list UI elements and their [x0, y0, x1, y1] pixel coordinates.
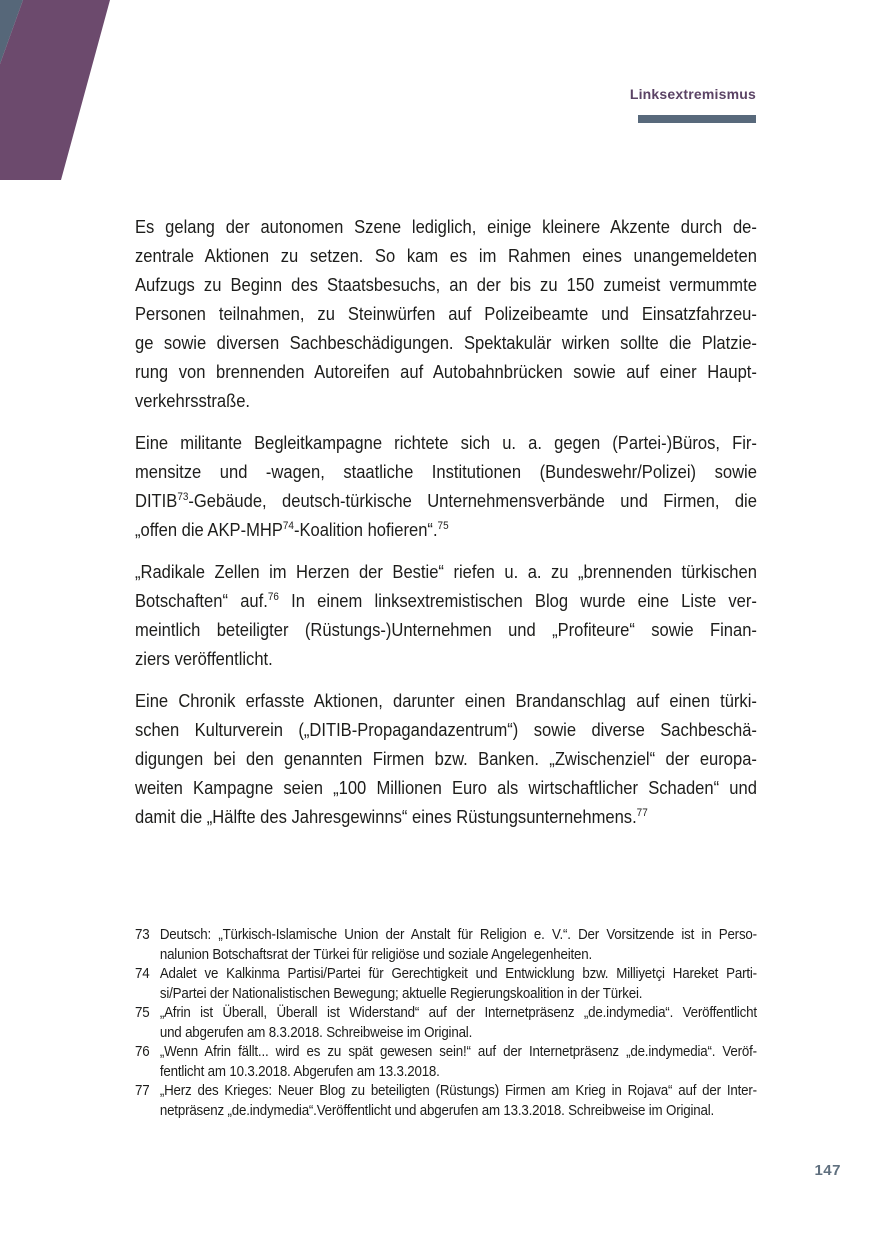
content-column [135, 213, 757, 1121]
text-line: rung von brennenden Autoreifen auf Autobahnbrücken sowie auf einer Haupt- [135, 362, 757, 382]
page-number: 147 [814, 1162, 841, 1179]
text-line: ziers veröffentlicht. [135, 649, 273, 669]
footnote [135, 1043, 757, 1082]
footnote-line: fentlicht am 10.3.2018. Abgerufen am 13.3.2018. [159, 1063, 440, 1080]
footnote-line: „Wenn Afrin fällt... wird es zu spät gewesen sein!“ auf der Internetpräsenz „de.indymedia“. Veröf- [159, 1044, 757, 1060]
chapter-header-rule [638, 115, 756, 123]
footnotes-section [135, 926, 757, 1121]
body-paragraph [135, 429, 757, 545]
text-line: Eine militante Begleitkampagne richtete sich u. a. gegen (Partei-)Büros, Fir- [135, 433, 757, 453]
text-line: Botschaften“ auf.$^{76}$ In einem linksextremistischen Blog wurde eine Liste ver- [135, 591, 757, 611]
text-line: damit die „Hälfte des Jahresgewinns“ eines Rüstungsunternehmens.$^{77}$ [135, 807, 648, 827]
footnote-ref: 76 [267, 591, 279, 603]
chapter-header-label: Linksextremismus [629, 86, 756, 102]
footnote-ref: 77 [636, 807, 648, 819]
footnote-ref: 73 [177, 491, 189, 503]
footnote-number: 76 [135, 1044, 150, 1060]
text-line: Eine Chronik erfasste Aktionen, darunter einen Brandanschlag auf einen türki- [135, 691, 757, 711]
footnote-number: 75 [135, 1005, 150, 1021]
footnote-line: Adalet ve Kalkinma Partisi/Partei für Gerechtigkeit und Entwicklung bzw. Milliyetçi Hareket Parti- [159, 966, 757, 982]
footnote-line: und abgerufen am 8.3.2018. Schreibweise im Original. [159, 1024, 473, 1041]
body-paragraph [135, 213, 757, 416]
text-line: verkehrsstraße. [135, 391, 251, 411]
footnote-ref: 75 [437, 520, 449, 532]
footnote-number: 77 [135, 1083, 150, 1099]
footnote-line: netpräsenz „de.indymedia“.Veröffentlicht und abgerufen am 13.3.2018. Schreibweise im Original. [159, 1102, 715, 1119]
text-line: schen Kulturverein („DITIB-Propagandazentrum“) sowie diverse Sachbeschä- [135, 720, 757, 740]
text-line: Aufzugs zu Beginn des Staatsbesuchs, an der bis zu 150 zumeist vermummte [135, 275, 757, 295]
text-line: „offen die AKP-MHP$^{74}$-Koalition hofieren“.$^{75}$ [135, 520, 449, 540]
footnote-text [160, 1082, 757, 1121]
corner-parallelogram-purple [0, 0, 110, 180]
text-line: Es gelang der autonomen Szene lediglich, einige kleinere Akzente durch de- [135, 217, 757, 237]
footnote-text [160, 926, 757, 965]
body-paragraph [135, 687, 757, 832]
body-text [135, 213, 757, 832]
footnote-text [160, 965, 757, 1004]
body-paragraph [135, 558, 757, 674]
text-line: weiten Kampagne seien „100 Millionen Euro als wirtschaftlicher Schaden“ und [135, 778, 757, 798]
footnote-line: „Afrin ist Überall, Überall ist Widerstand“ auf der Internetpräsenz „de.indymedia“. Veröffentlicht [159, 1005, 757, 1021]
footnote [135, 926, 757, 965]
text-line: digungen bei den genannten Firmen bzw. Banken. „Zwischenziel“ der europa- [135, 749, 757, 769]
text-line: ge sowie diversen Sachbeschädigungen. Spektakulär wirken sollte die Platzie- [135, 333, 757, 353]
footnote [135, 965, 757, 1004]
footnote-text [160, 1004, 757, 1043]
footnote-line: nalunion Botschaftsrat der Türkei für religiöse und soziale Angelegenheiten. [159, 946, 593, 963]
footnote-number: 74 [135, 966, 150, 982]
footnote-text [160, 1043, 757, 1082]
text-line: mensitze und -wagen, staatliche Institutionen (Bundeswehr/Polizei) sowie [135, 462, 757, 482]
footnote-line: Deutsch: „Türkisch-Islamische Union der Anstalt für Religion e. V.“. Der Vorsitzende ist in Perso- [159, 927, 757, 943]
text-line: DITIB$^{73}$-Gebäude, deutsch-türkische Unternehmensverbände und Firmen, die [135, 491, 757, 511]
footnote-line: „Herz des Krieges: Neuer Blog zu beteiligten (Rüstungs) Firmen am Krieg in Rojava“ auf der Inter- [159, 1083, 757, 1099]
corner-decoration [0, 0, 120, 180]
footnote [135, 1082, 757, 1121]
footnote-ref: 74 [282, 520, 294, 532]
text-line: meintlich beteiligter (Rüstungs-)Unternehmen und „Profiteure“ sowie Finan- [135, 620, 757, 640]
footnote [135, 1004, 757, 1043]
footnote-line: si/Partei der Nationalistischen Bewegung; aktuelle Regierungskoalition in der Türkei. [159, 985, 643, 1002]
text-line: zentrale Aktionen zu setzen. So kam es im Rahmen eines unangemeldeten [135, 246, 757, 266]
text-line: Personen teilnahmen, zu Steinwürfen auf Polizeibeamte und Einsatzfahrzeu- [135, 304, 757, 324]
text-line: „Radikale Zellen im Herzen der Bestie“ riefen u. a. zu „brennenden türkischen [135, 562, 757, 582]
footnote-number: 73 [135, 927, 150, 943]
